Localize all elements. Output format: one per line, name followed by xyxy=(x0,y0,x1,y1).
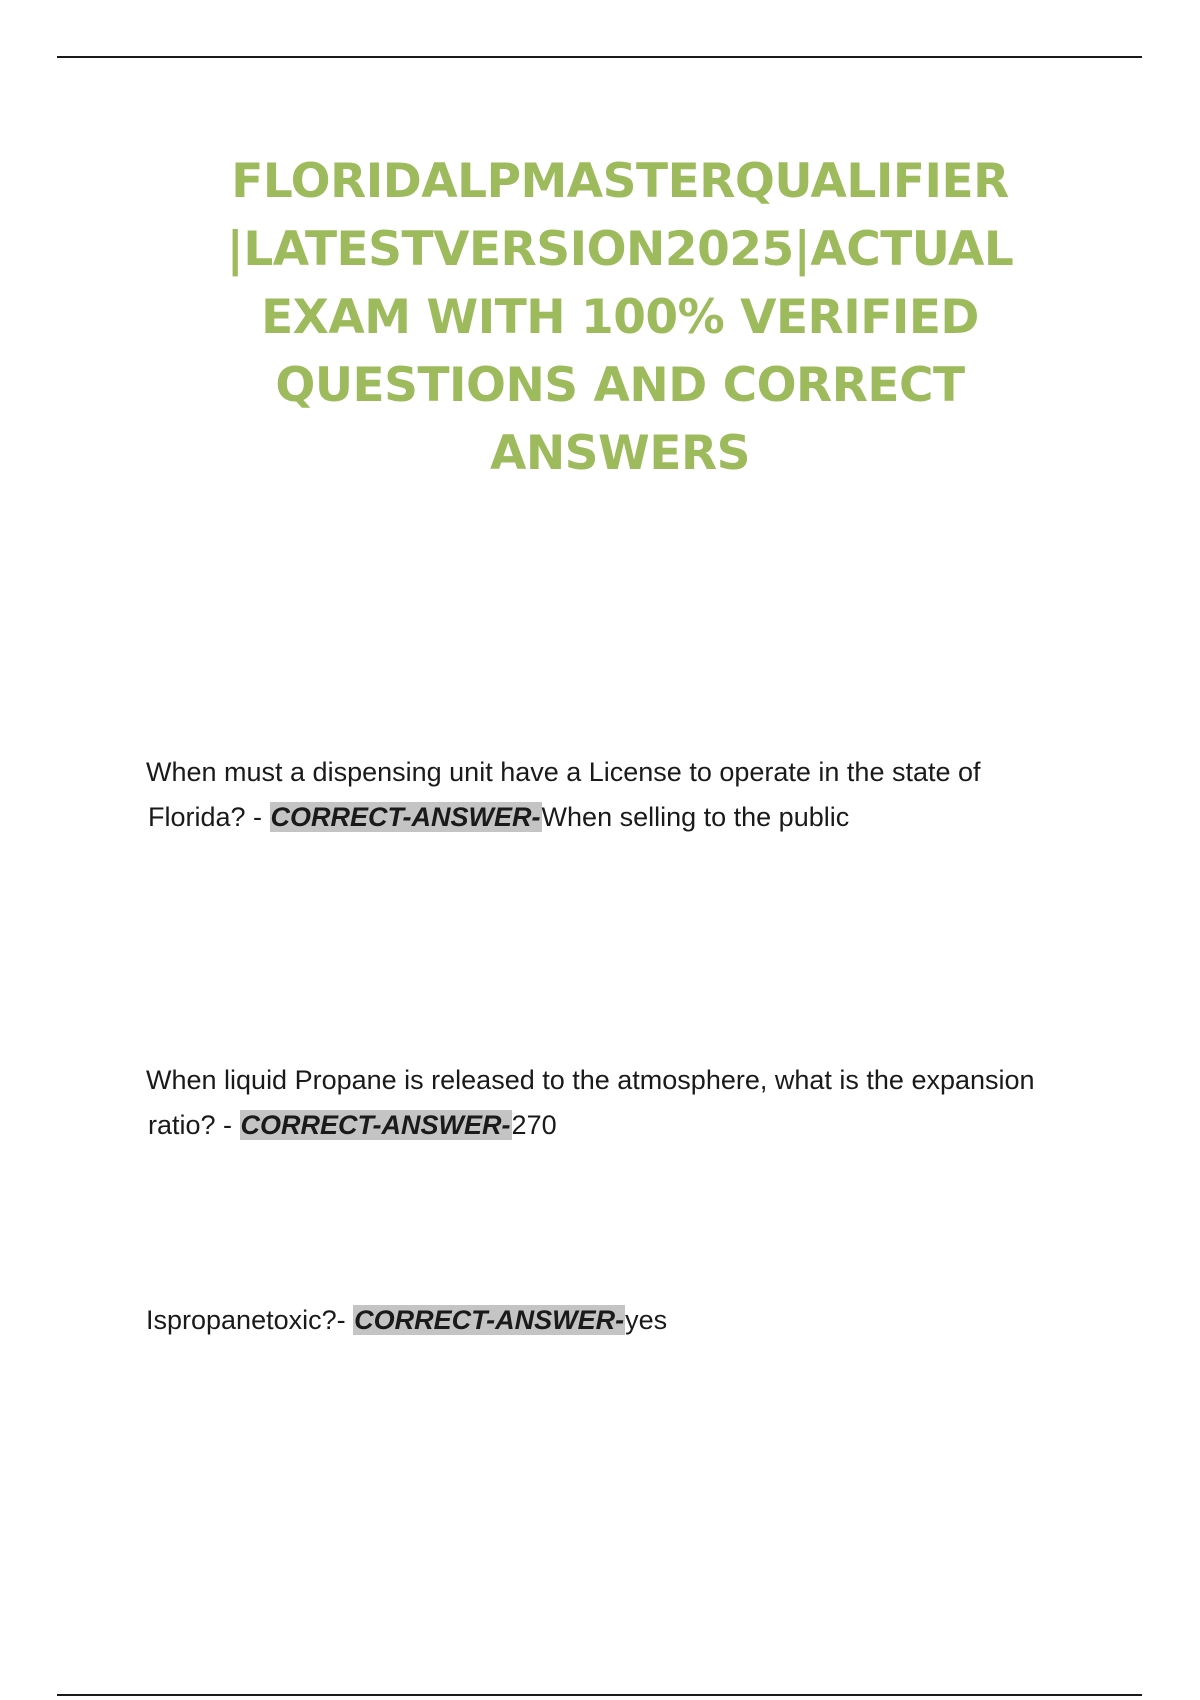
correct-answer-tag: CORRECT-ANSWER- xyxy=(240,1110,511,1140)
question-text: When must a dispensing unit have a License to operate in the state of xyxy=(146,757,981,787)
title-line: FLORIDALPMASTERQUALIFIER xyxy=(231,154,1009,209)
question-answer-item xyxy=(146,750,1106,840)
question-continuation xyxy=(146,1298,1106,1343)
document-title xyxy=(150,148,1090,488)
answer-text: yes xyxy=(625,1305,668,1335)
question-continuation xyxy=(146,795,1106,840)
answer-text: 270 xyxy=(511,1110,557,1140)
title-line: ANSWERS xyxy=(489,426,751,481)
question-text: When liquid Propane is released to the atmosphere, what is the expansion xyxy=(146,1065,1035,1095)
title-line: EXAM WITH 100% VERIFIED xyxy=(261,290,979,345)
question-text: Florida? - xyxy=(148,802,270,832)
title-line: QUESTIONS AND CORRECT xyxy=(275,358,965,413)
title-line: |LATESTVERSION2025|ACTUAL xyxy=(226,222,1014,277)
question-answer-item xyxy=(146,1298,1106,1343)
bottom-rule xyxy=(57,1694,1142,1696)
answer-text: When selling to the public xyxy=(541,802,850,832)
top-rule xyxy=(57,56,1142,58)
question-continuation xyxy=(146,1103,1106,1148)
question-answer-item xyxy=(146,1058,1106,1148)
correct-answer-tag: CORRECT-ANSWER- xyxy=(354,1305,625,1335)
correct-answer-tag: CORRECT-ANSWER- xyxy=(270,802,541,832)
question-text: Ispropanetoxic?- xyxy=(146,1305,354,1335)
question-text: ratio? - xyxy=(148,1110,240,1140)
